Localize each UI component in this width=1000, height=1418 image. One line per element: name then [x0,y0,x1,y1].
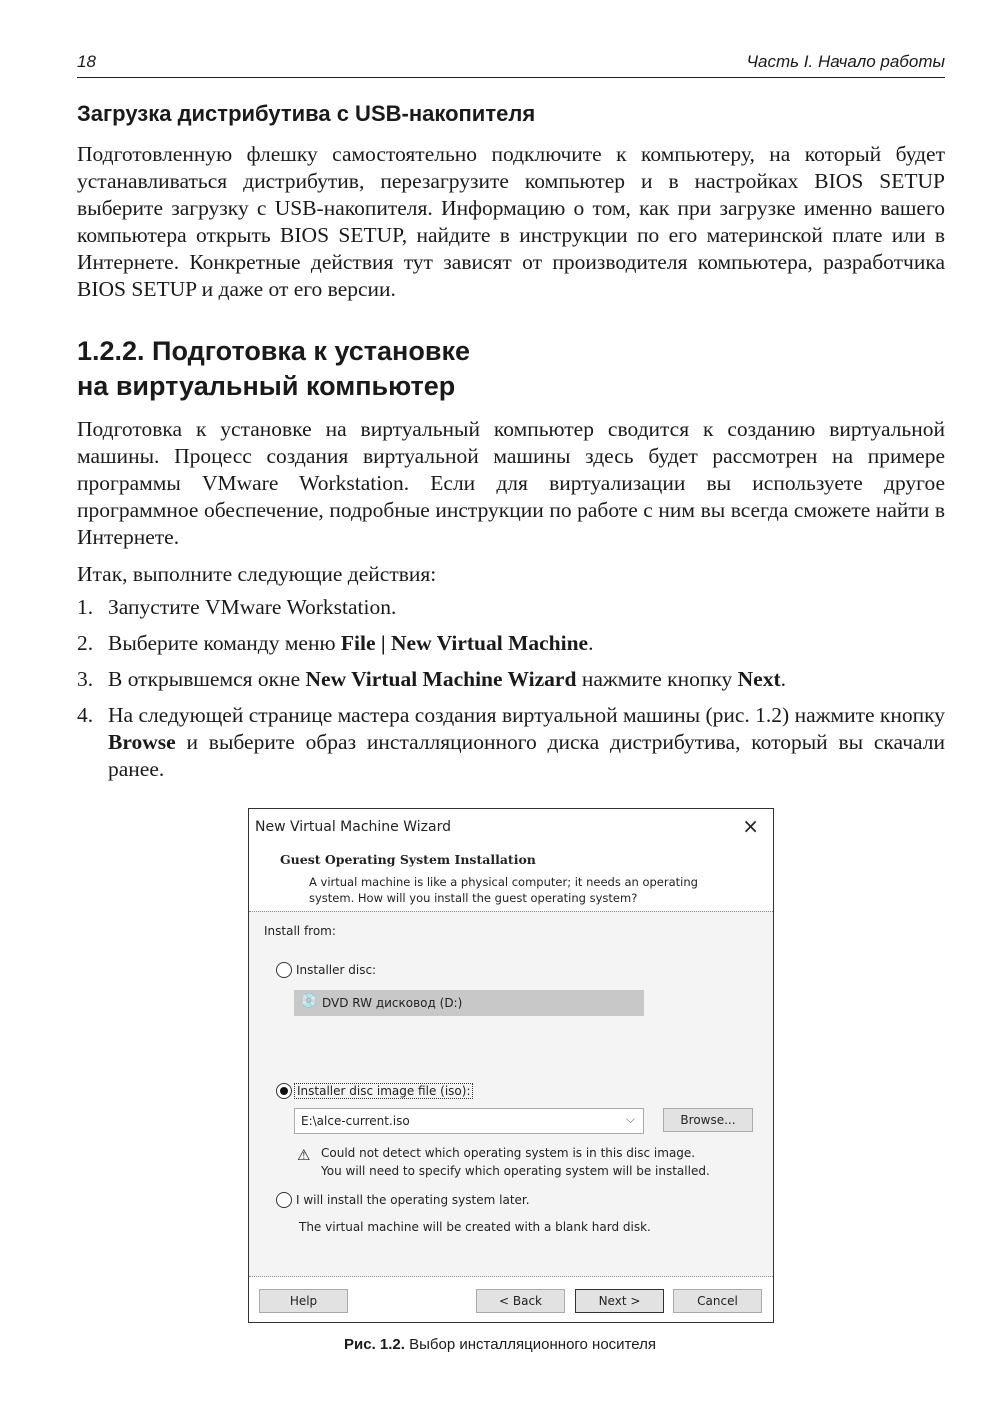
list-item [77,666,945,693]
item-bold: Next [737,667,781,691]
install-from-label: Install from: [264,924,336,938]
item-number: 1. [77,595,94,619]
item-number: 4. [77,703,94,727]
item-text: . [780,667,786,691]
item-number: 3. [77,667,94,691]
disc-drive-icon: 💿 [300,993,318,1009]
close-icon[interactable]: × [742,814,759,838]
page-number: 18 [77,52,96,71]
item-bold: Browse [108,730,176,754]
dialog-body [249,911,773,1277]
steps-intro: Итак, выполните следующие действия: [77,562,437,586]
list-item [77,630,945,657]
warning-icon: ⚠ [297,1146,311,1164]
radio-install-later[interactable] [276,1192,292,1208]
running-title: Часть I. Начало работы [746,52,945,71]
item-bold: New Virtual Machine Wizard [305,667,577,691]
list-item [77,594,945,621]
chevron-down-icon[interactable]: ⌵ [625,1112,635,1126]
warning-line: Could not detect which operating system is in this disc image. [321,1146,696,1160]
install-later-label[interactable]: I will install the operating system later. [296,1193,530,1207]
item-text: Выберите команду меню [108,631,341,655]
figure-caption [0,1336,1000,1353]
back-button[interactable]: < Back [476,1289,565,1313]
disc-drive-value: DVD RW дисковод (D:) [322,996,463,1010]
dialog-description: A virtual machine is like a physical computer; it needs an operating system. How will you install the guest operating system? [309,875,698,905]
paragraph-usb: Подготовленную флешку самостоятельно подключите к компьютеру, на который будет устанавливаться дистрибутив, перезагрузите компьютер и в настройках BIOS SETUP выберите загрузку с USB-накопителя. Информацию о том, как при загрузке именно вашего компьютера открыть BIOS SETUP, найдите в инструкции по его материнской плате или в Интернете. Конкретные действия тут зависят от производителя компьютера, разработчика BIOS SETUP и даже от его версии. [77,142,945,301]
install-later-note: The virtual machine will be created with a blank hard disk. [299,1220,651,1234]
iso-path-value: E:\alce-current.iso [301,1114,410,1128]
help-button[interactable]: Help [259,1289,348,1313]
item-text: и выберите образ инсталляционного диска дистрибутива, который вы скачали ранее. [108,730,945,781]
iso-option-label[interactable]: Installer disc image file (iso): [294,1083,473,1099]
item-text: . [588,631,594,655]
iso-path-combobox[interactable] [294,1108,644,1134]
installer-disc-label[interactable]: Installer disc: [296,963,377,977]
heading-line: 1.2.2. Подготовка к установке [77,336,470,366]
section-heading-usb: Загрузка дистрибутива с USB-накопителя [77,101,536,126]
radio-installer-disc[interactable] [276,962,292,978]
warning-line: You will need to specify which operating system will be installed. [321,1164,710,1178]
warning-message [321,1144,710,1180]
item-bold: File | New Virtual Machine [340,631,589,655]
item-text: На следующей странице мастера создания виртуальной машины (рис. 1.2) нажмите кнопку [108,703,945,727]
cancel-button[interactable]: Cancel [673,1289,762,1313]
dialog-heading: Guest Operating System Installation [280,852,536,867]
heading-line: на виртуальный компьютер [77,371,456,401]
page-header [77,50,945,78]
item-text: Запустите VMware Workstation. [108,595,397,619]
dialog-title: New Virtual Machine Wizard [255,819,451,835]
caption-text: Выбор инсталляционного носителя [404,1336,656,1353]
browse-button[interactable]: Browse... [663,1108,753,1132]
item-text: В открывшемся окне [108,667,306,691]
section-heading-vm [77,334,470,404]
new-vm-wizard-dialog [248,808,774,1323]
disc-drive-select[interactable] [294,990,644,1016]
item-text: нажмите кнопку [576,667,738,691]
list-item [77,702,945,783]
item-number: 2. [77,631,94,655]
radio-iso[interactable] [276,1083,292,1099]
paragraph-vm: Подготовка к установке на виртуальный компьютер сводится к созданию виртуальной машины. Процесс создания виртуальной машины здесь будет рассмотрен на примере программы VMware Workstation. Если для виртуализации вы используете другое программное обеспечение, подробные инструкции по работе с ним вы всегда сможете найти в Интернете. [77,417,945,549]
caption-label: Рис. 1.2. [344,1336,405,1353]
next-button[interactable]: Next > [575,1289,664,1313]
